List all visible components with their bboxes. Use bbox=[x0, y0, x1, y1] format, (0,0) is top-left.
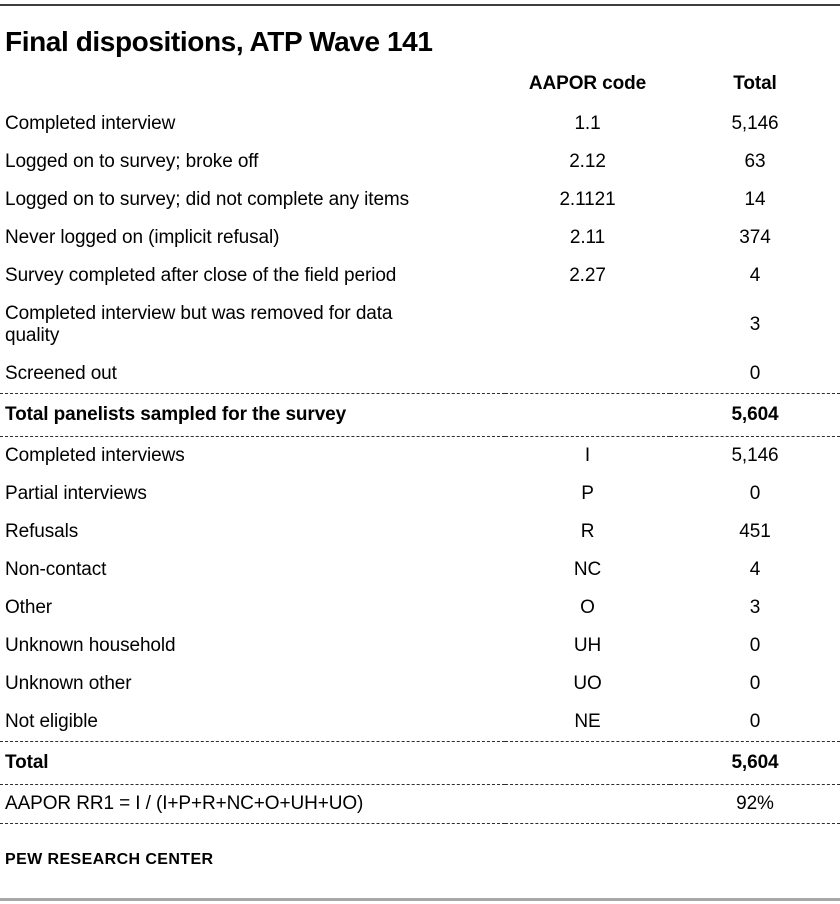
table-header-row bbox=[0, 71, 840, 105]
table-row bbox=[0, 105, 840, 143]
table-row-total bbox=[0, 742, 840, 785]
total-value: 5,604 bbox=[731, 752, 779, 774]
aapor-code-value bbox=[505, 785, 670, 824]
row-label: Total panelists sampled for the survey bbox=[5, 404, 347, 426]
page-title: Final dispositions, ATP Wave 141 bbox=[5, 26, 433, 57]
row-label: Unknown other bbox=[5, 673, 132, 695]
table-row bbox=[0, 703, 840, 742]
aapor-code-value bbox=[505, 355, 670, 394]
source-attribution: PEW RESEARCH CENTER bbox=[5, 851, 214, 869]
total-value: 5,146 bbox=[731, 113, 779, 135]
row-label: Screened out bbox=[5, 363, 117, 385]
total-value: 3 bbox=[749, 314, 761, 336]
table-row-total-sampled bbox=[0, 394, 840, 437]
table-row bbox=[0, 257, 840, 295]
aapor-code-value bbox=[505, 394, 670, 437]
total-value: 0 bbox=[749, 711, 761, 733]
row-label: Non-contact bbox=[5, 559, 107, 581]
total-value: 5,146 bbox=[731, 445, 779, 467]
aapor-code-value bbox=[505, 295, 670, 355]
table-row bbox=[0, 143, 840, 181]
aapor-code-value bbox=[505, 742, 670, 785]
row-label: Unknown household bbox=[5, 635, 176, 657]
dispositions-table bbox=[0, 71, 840, 824]
table-row-response-rate bbox=[0, 785, 840, 824]
aapor-code-value: 2.11 bbox=[569, 227, 606, 249]
total-value: 3 bbox=[749, 597, 761, 619]
aapor-code-value: P bbox=[581, 483, 594, 505]
top-rule-divider bbox=[0, 4, 840, 6]
row-label: Completed interview bbox=[5, 113, 176, 135]
table-row bbox=[0, 627, 840, 665]
table-row bbox=[0, 219, 840, 257]
row-label: AAPOR RR1 = I / (I+P+R+NC+O+UH+UO) bbox=[5, 793, 364, 815]
aapor-code-value: R bbox=[580, 521, 595, 543]
aapor-code-value: UO bbox=[573, 673, 602, 695]
table-row bbox=[0, 295, 840, 355]
row-label: Partial interviews bbox=[5, 483, 147, 505]
aapor-code-value: 2.12 bbox=[569, 151, 606, 173]
total-value: 5,604 bbox=[731, 404, 779, 426]
total-value: 0 bbox=[749, 673, 761, 695]
aapor-code-value: 2.27 bbox=[569, 265, 606, 287]
table-row bbox=[0, 589, 840, 627]
row-label: Survey completed after close of the field period bbox=[5, 265, 397, 287]
total-value: 63 bbox=[744, 151, 766, 173]
row-label: Completed interviews bbox=[5, 445, 185, 467]
aapor-code-value: NE bbox=[574, 711, 601, 733]
aapor-code-value: NC bbox=[573, 559, 602, 581]
aapor-code-value: I bbox=[584, 445, 591, 467]
total-value: 0 bbox=[749, 363, 761, 385]
table-row bbox=[0, 355, 840, 394]
aapor-code-value: UH bbox=[573, 635, 602, 657]
row-label: Not eligible bbox=[5, 711, 98, 733]
total-value: 0 bbox=[749, 635, 761, 657]
column-header-aapor-code: AAPOR code bbox=[528, 73, 647, 95]
row-label: Completed interview but was removed for data quality bbox=[5, 303, 393, 347]
table-row bbox=[0, 437, 840, 476]
row-label: Logged on to survey; broke off bbox=[5, 151, 259, 173]
bottom-rule-divider bbox=[0, 898, 840, 901]
total-value: 14 bbox=[744, 189, 766, 211]
row-label: Never logged on (implicit refusal) bbox=[5, 227, 280, 249]
column-header-blank bbox=[0, 71, 505, 105]
aapor-code-value: O bbox=[580, 597, 595, 619]
table-row bbox=[0, 513, 840, 551]
row-label: Logged on to survey; did not complete any items bbox=[5, 189, 410, 211]
column-header-total: Total bbox=[733, 73, 777, 95]
total-value: 0 bbox=[749, 483, 761, 505]
aapor-code-value: 1.1 bbox=[574, 113, 601, 135]
total-value: 451 bbox=[739, 521, 771, 543]
table-row bbox=[0, 475, 840, 513]
aapor-code-value: 2.1121 bbox=[559, 189, 616, 211]
table-row bbox=[0, 551, 840, 589]
total-value: 4 bbox=[749, 559, 761, 581]
row-label: Refusals bbox=[5, 521, 79, 543]
row-label: Total bbox=[5, 752, 49, 774]
table-row bbox=[0, 181, 840, 219]
total-value: 4 bbox=[749, 265, 761, 287]
total-value: 92% bbox=[736, 793, 774, 815]
row-label: Other bbox=[5, 597, 53, 619]
total-value: 374 bbox=[739, 227, 771, 249]
table-row bbox=[0, 665, 840, 703]
